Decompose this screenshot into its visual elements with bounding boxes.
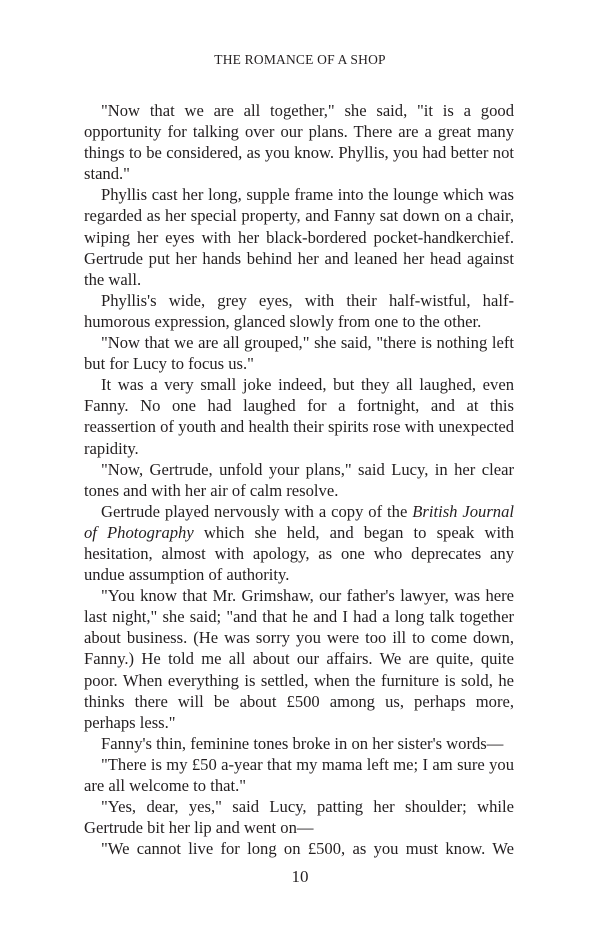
body-text [84, 100, 514, 859]
paragraph: "Now that we are all together," she said, "it is a good opportunity for talking over our plans. There are a great many things to be considered, as you know. Phyllis, you had better not stand." [84, 101, 514, 184]
journal-title: British Journal of Photography [84, 501, 514, 542]
paragraph: Fanny's thin, feminine tones broke in on her sister's words— [101, 733, 504, 753]
paragraph: "Now, Gertrude, unfold your plans," said Lucy, in her clear tones and with her air of calm resolve. [84, 459, 514, 500]
paragraph-continued: "We cannot live for long on £500, as you must know. We [101, 839, 514, 859]
paragraph: "There is my £50 a-year that my mama left me; I am sure you are all welcome to that." [84, 754, 514, 795]
paragraph: "You know that Mr. Grimshaw, our father's lawyer, was here last night," she said; "and that he and I had a long talk together about business. (He was sorry you were too ill to come down, Fanny.) He told me all about our affairs. We are quite, quite poor. When everything is settled, when the furniture is sold, he thinks there will be about £500 among us, perhaps more, perhaps less." [84, 586, 514, 732]
paragraph: Phyllis's wide, grey eyes, with their half-wistful, half-humorous expression, glanced slowly from one to the other. [84, 290, 514, 331]
paragraph: "Yes, dear, yes," said Lucy, patting her shoulder; while Gertrude bit her lip and went on— [84, 797, 514, 838]
running-head: THE ROMANCE OF A SHOP [214, 52, 386, 67]
paragraph-photography [84, 501, 514, 585]
paragraph: Phyllis cast her long, supple frame into the lounge which was regarded as her special property, and Fanny sat down on a chair, wiping her eyes with her black-bordered pocket-handkerchief. Gertrude put her hands behind her and leaned her head against the wall. [84, 185, 514, 289]
paragraph-text: which she held, and began to speak with hesitation, almost with apology, as one who deprecates any undue assumption of authority. [84, 522, 514, 585]
paragraph: It was a very small joke indeed, but they all laughed, even Fanny. No one had laughed for a fortnight, and at this reassertion of youth and health their spirits rose with unexpected rapidity. [84, 375, 514, 458]
paragraph: "Now that we are all grouped," she said, "there is nothing left but for Lucy to focus us." [84, 333, 514, 374]
page-number: 10 [291, 867, 309, 886]
paragraph-text: Gertrude played nervously with a copy of the [101, 501, 413, 521]
